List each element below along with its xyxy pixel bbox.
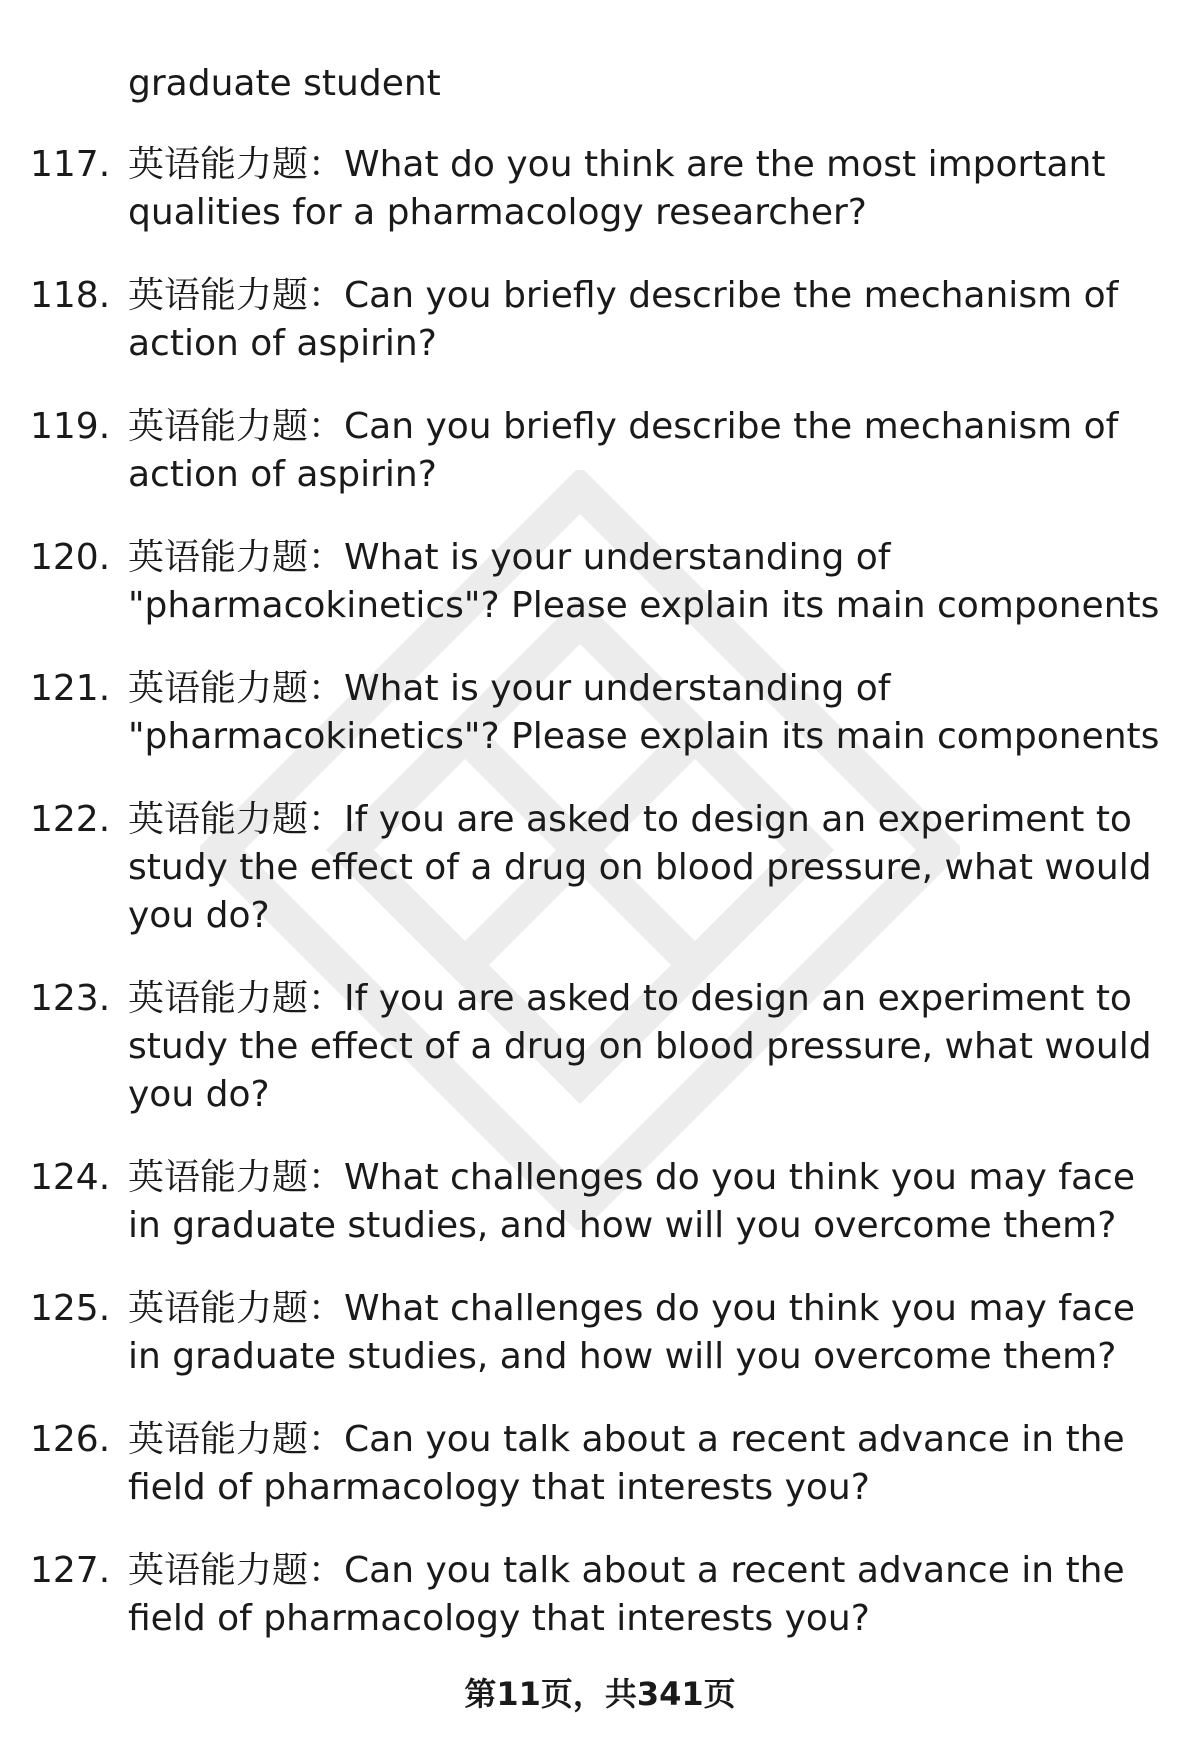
question-category-label: 英语能力题： [128, 406, 345, 447]
question-item [30, 272, 1170, 368]
continuation-text: graduate student [128, 63, 441, 104]
question-item [30, 534, 1170, 630]
question-number: 117. [30, 144, 111, 185]
question-category-label: 英语能力题： [128, 668, 345, 709]
question-text: What is your understanding of "pharmacokinetics"? Please explain its main components [128, 537, 1160, 626]
question-number: 124. [30, 1157, 111, 1198]
question-text: Can you briefly describe the mechanism of action of aspirin? [128, 406, 1119, 495]
question-number: 123. [30, 978, 111, 1019]
question-category-label: 英语能力题： [128, 537, 345, 578]
question-number: 126. [30, 1419, 111, 1460]
question-text: What is your understanding of "pharmacokinetics"? Please explain its main components [128, 668, 1160, 757]
question-number: 121. [30, 668, 111, 709]
question-item [30, 665, 1170, 761]
question-item [30, 1547, 1170, 1643]
question-number: 122. [30, 799, 111, 840]
question-category-label: 英语能力题： [128, 1157, 345, 1198]
question-category-label: 英语能力题： [128, 144, 345, 185]
question-category-label: 英语能力题： [128, 799, 345, 840]
question-number: 125. [30, 1288, 111, 1329]
question-item [30, 1154, 1170, 1250]
question-item [30, 141, 1170, 237]
question-item [30, 975, 1170, 1119]
question-category-label: 英语能力题： [128, 978, 345, 1019]
question-item [30, 403, 1170, 499]
question-number: 119. [30, 406, 111, 447]
question-number: 127. [30, 1550, 111, 1591]
question-text: Can you talk about a recent advance in the field of pharmacology that interests you? [128, 1419, 1125, 1508]
question-text: If you are asked to design an experiment to study the effect of a drug on blood pressure, what would you do? [128, 978, 1152, 1115]
question-text: What challenges do you think you may face in graduate studies, and how will you overcome them? [128, 1288, 1135, 1377]
question-text: What do you think are the most important qualities for a pharmacology researcher? [128, 144, 1106, 233]
question-text: If you are asked to design an experiment to study the effect of a drug on blood pressure, what would you do? [128, 799, 1152, 936]
question-text: Can you briefly describe the mechanism of action of aspirin? [128, 275, 1119, 364]
question-category-label: 英语能力题： [128, 1419, 345, 1460]
page-footer: 第11页，共341页 [464, 1675, 736, 1713]
question-item [30, 1416, 1170, 1512]
question-category-label: 英语能力题： [128, 1550, 345, 1591]
question-item [30, 1285, 1170, 1381]
question-list [30, 141, 1170, 1678]
question-text: What challenges do you think you may face in graduate studies, and how will you overcome them? [128, 1157, 1135, 1246]
question-category-label: 英语能力题： [128, 1288, 345, 1329]
question-category-label: 英语能力题： [128, 275, 345, 316]
question-item [30, 796, 1170, 940]
question-number: 120. [30, 537, 111, 578]
question-number: 118. [30, 275, 111, 316]
question-text: Can you talk about a recent advance in the field of pharmacology that interests you? [128, 1550, 1125, 1639]
